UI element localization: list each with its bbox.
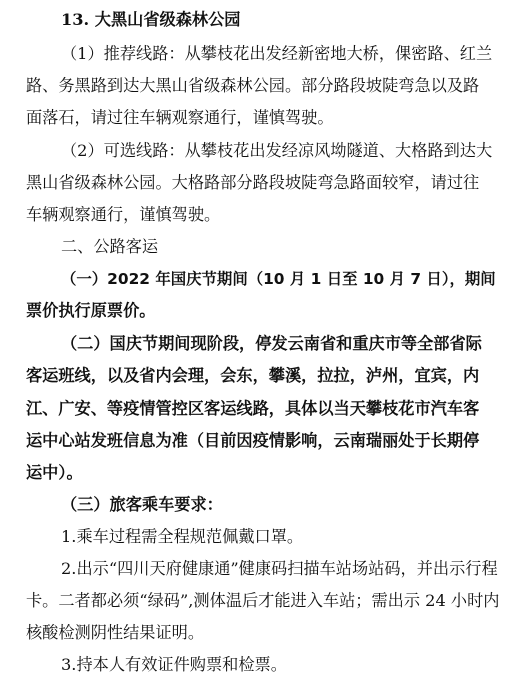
section-heading-13: 13. 大黑山省级森林公园: [61, 10, 241, 29]
passenger-requirements-heading: （三）旅客乘车要求：: [61, 495, 223, 514]
suspension-notice-line-5: 运中）。: [26, 463, 83, 482]
suspension-notice-line-1: （二）国庆节期间现阶段，停发云南省和重庆市等全部省际: [61, 334, 482, 353]
recommended-route-line-2: 路、务黑路到达大黑山省级森林公园。部分路段坡陡弯急以及路: [26, 76, 480, 95]
requirement-2-line-3: 核酸检测阴性结果证明。: [26, 623, 205, 642]
requirement-2-line-1: 2.出示“四川天府健康通”健康码扫描车站场站码，并出示行程: [61, 559, 498, 578]
suspension-notice-line-3: 江、广安、等疫情管控区客运线路，具体以当天攀枝花市汽车客: [26, 399, 480, 418]
section-heading-highway-passenger: 二、公路客运: [61, 237, 159, 256]
alternative-route-line-1: （2）可选线路：从攀枝花出发经凉风坳隧道、大格路到达大: [61, 141, 493, 160]
requirement-1: 1.乘车过程需全程规范佩戴口罩。: [61, 527, 304, 546]
holiday-fare-line-2: 票价执行原票价。: [26, 301, 156, 320]
alternative-route-line-3: 车辆观察通行，谨慎驾驶。: [26, 205, 221, 224]
alternative-route-line-2: 黑山省级森林公园。大格路部分路段坡陡弯急路面较窄，请过往: [26, 173, 480, 192]
recommended-route-line-1: （1）推荐线路：从攀枝花出发经新密地大桥，倮密路、红兰: [61, 44, 493, 63]
suspension-notice-line-4: 运中心站发班信息为准（目前因疫情影响，云南瑞丽处于长期停: [26, 431, 480, 450]
recommended-route-line-3: 面落石，请过往车辆观察通行，谨慎驾驶。: [26, 108, 334, 127]
holiday-fare-line-1: （一）2022 年国庆节期间（10 月 1 日至 10 月 7 日），期间: [61, 270, 496, 288]
requirement-3: 3.持本人有效证件购票和检票。: [61, 655, 287, 674]
requirement-2-line-2: 卡。二者都必须“绿码”,测体温后才能进入车站；需出示 24 小时内: [26, 591, 500, 610]
suspension-notice-line-2: 客运班线，以及省内会理，会东，攀溪，拉拉，泸州，宜宾，内: [26, 366, 480, 385]
